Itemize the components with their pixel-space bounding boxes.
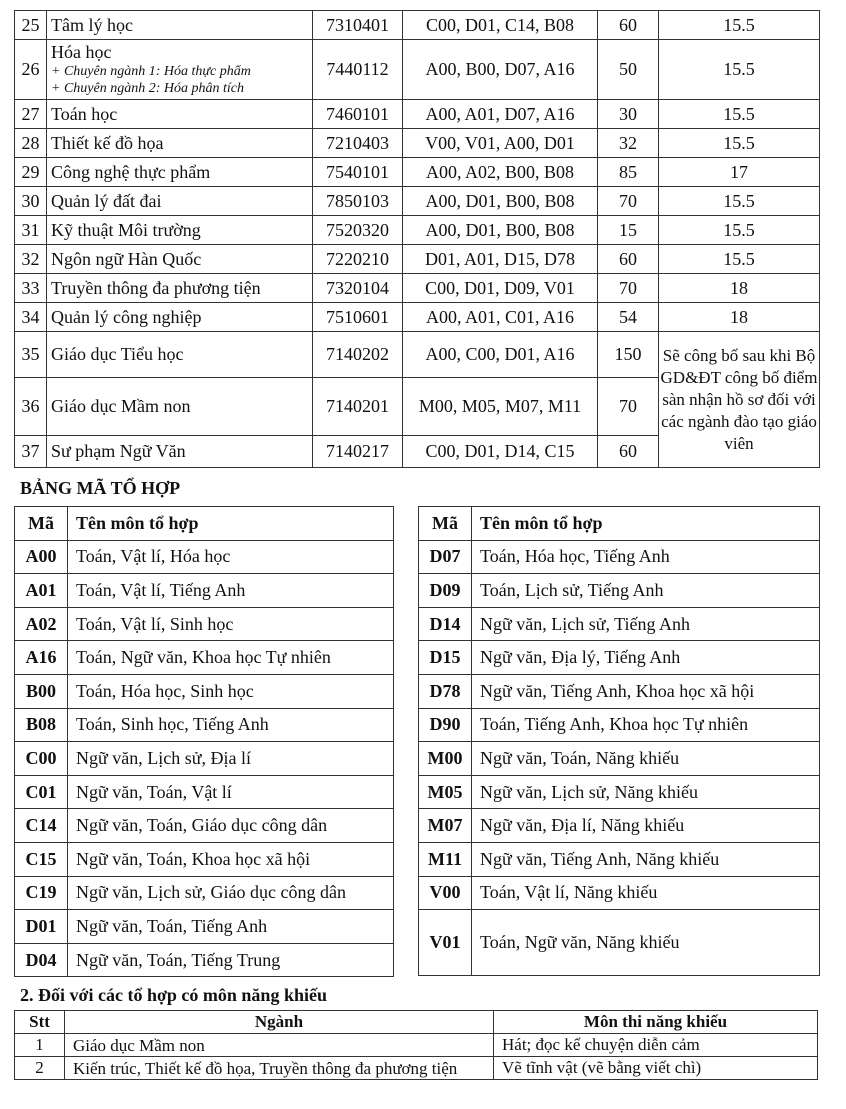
major-score: 18 bbox=[659, 274, 820, 303]
combo-code: A16 bbox=[15, 641, 68, 675]
major-stt: 27 bbox=[15, 100, 47, 129]
code-row bbox=[15, 540, 394, 574]
codes-header-row bbox=[419, 507, 820, 541]
major-row bbox=[15, 40, 820, 100]
major-quota: 60 bbox=[598, 11, 659, 40]
major-specialization: + Chuyên ngành 2: Hóa phân tích bbox=[51, 81, 244, 96]
code-row bbox=[419, 674, 820, 708]
talent-subject: Hát; đọc kể chuyện diễn cảm bbox=[494, 1034, 818, 1057]
talent-header-major: Ngành bbox=[65, 1011, 494, 1034]
combo-code: A00 bbox=[15, 540, 68, 574]
code-row bbox=[15, 641, 394, 675]
major-score: 15.5 bbox=[659, 100, 820, 129]
codes-header-code: Mã bbox=[419, 507, 472, 541]
codes-title: BẢNG MÃ TỔ HỢP bbox=[20, 478, 181, 498]
talent-header-row bbox=[15, 1011, 818, 1034]
major-name-text: Kỹ thuật Môi trường bbox=[51, 219, 201, 240]
major-code: 7140217 bbox=[313, 436, 403, 468]
talent-header-subject: Môn thi năng khiếu bbox=[494, 1011, 818, 1034]
major-code: 7140202 bbox=[313, 332, 403, 378]
major-stt: 29 bbox=[15, 158, 47, 187]
major-stt: 30 bbox=[15, 187, 47, 216]
major-name bbox=[47, 158, 313, 187]
major-name-text: Hóa học bbox=[51, 42, 112, 62]
combo-code: M07 bbox=[419, 809, 472, 843]
major-score: 15.5 bbox=[659, 216, 820, 245]
combo-subjects: Toán, Lịch sử, Tiếng Anh bbox=[472, 574, 820, 608]
code-row bbox=[419, 910, 820, 976]
talent-stt: 1 bbox=[15, 1034, 65, 1057]
major-name bbox=[47, 436, 313, 468]
combo-subjects: Toán, Vật lí, Sinh học bbox=[68, 607, 394, 641]
major-score: 15.5 bbox=[659, 40, 820, 100]
combo-code: D15 bbox=[419, 641, 472, 675]
combo-code: D78 bbox=[419, 674, 472, 708]
major-stt: 28 bbox=[15, 129, 47, 158]
combo-subjects: Toán, Vật lí, Năng khiếu bbox=[472, 876, 820, 910]
major-row bbox=[15, 245, 820, 274]
code-row bbox=[419, 540, 820, 574]
major-row bbox=[15, 332, 820, 378]
major-combos: V00, V01, A00, D01 bbox=[403, 129, 598, 158]
major-name bbox=[47, 245, 313, 274]
code-row bbox=[15, 809, 394, 843]
major-combos: C00, D01, D09, V01 bbox=[403, 274, 598, 303]
major-row bbox=[15, 11, 820, 40]
major-row bbox=[15, 100, 820, 129]
code-row bbox=[15, 674, 394, 708]
major-combos: A00, A01, D07, A16 bbox=[403, 100, 598, 129]
combo-code: C01 bbox=[15, 775, 68, 809]
major-name-text: Giáo dục Mầm non bbox=[51, 396, 191, 416]
major-score: 17 bbox=[659, 158, 820, 187]
combo-code: B00 bbox=[15, 674, 68, 708]
major-name bbox=[47, 303, 313, 332]
talent-table bbox=[14, 1010, 818, 1080]
major-name bbox=[47, 129, 313, 158]
code-row bbox=[15, 742, 394, 776]
combo-code: D07 bbox=[419, 540, 472, 574]
major-name bbox=[47, 187, 313, 216]
major-name-text: Quản lý đất đai bbox=[51, 190, 162, 211]
combo-subjects: Toán, Ngữ văn, Khoa học Tự nhiên bbox=[68, 641, 394, 675]
major-specialization: + Chuyên ngành 1: Hóa thực phẩm bbox=[51, 64, 251, 79]
combo-subjects: Ngữ văn, Toán, Vật lí bbox=[68, 775, 394, 809]
major-stt: 36 bbox=[15, 378, 47, 436]
combo-code: C00 bbox=[15, 742, 68, 776]
talent-major: Giáo dục Mầm non bbox=[65, 1034, 494, 1057]
combo-subjects: Ngữ văn, Địa lí, Năng khiếu bbox=[472, 809, 820, 843]
major-quota: 15 bbox=[598, 216, 659, 245]
major-combos: A00, A01, C01, A16 bbox=[403, 303, 598, 332]
code-row bbox=[419, 775, 820, 809]
code-row bbox=[419, 842, 820, 876]
major-code: 7310401 bbox=[313, 11, 403, 40]
major-combos: A00, B00, D07, A16 bbox=[403, 40, 598, 100]
code-row bbox=[15, 607, 394, 641]
major-combos: C00, D01, D14, C15 bbox=[403, 436, 598, 468]
code-row bbox=[419, 641, 820, 675]
major-quota: 30 bbox=[598, 100, 659, 129]
major-combos: M00, M05, M07, M11 bbox=[403, 378, 598, 436]
major-stt: 37 bbox=[15, 436, 47, 468]
major-quota: 70 bbox=[598, 274, 659, 303]
major-combos: A00, D01, B00, B08 bbox=[403, 216, 598, 245]
combo-code: C15 bbox=[15, 842, 68, 876]
major-quota: 70 bbox=[598, 187, 659, 216]
major-code: 7210403 bbox=[313, 129, 403, 158]
major-name-text: Toán học bbox=[51, 103, 118, 124]
major-stt: 35 bbox=[15, 332, 47, 378]
code-row bbox=[15, 842, 394, 876]
codes-table-right bbox=[418, 506, 820, 976]
codes-table-left bbox=[14, 506, 394, 977]
combo-code: D01 bbox=[15, 910, 68, 944]
major-combos: A00, D01, B00, B08 bbox=[403, 187, 598, 216]
major-row bbox=[15, 274, 820, 303]
major-score: 15.5 bbox=[659, 129, 820, 158]
major-name-text: Ngôn ngữ Hàn Quốc bbox=[51, 248, 202, 269]
codes-header-name: Tên môn tổ hợp bbox=[68, 507, 394, 541]
major-row bbox=[15, 216, 820, 245]
code-row bbox=[419, 742, 820, 776]
major-stt: 34 bbox=[15, 303, 47, 332]
major-score: 18 bbox=[659, 303, 820, 332]
combo-subjects: Toán, Sinh học, Tiếng Anh bbox=[68, 708, 394, 742]
major-name-text: Sư phạm Ngữ Văn bbox=[51, 441, 186, 461]
major-quota: 70 bbox=[598, 378, 659, 436]
major-name bbox=[47, 332, 313, 378]
combo-subjects: Toán, Vật lí, Hóa học bbox=[68, 540, 394, 574]
talent-title: 2. Đối với các tổ hợp có môn năng khiếu bbox=[20, 985, 327, 1005]
combo-code: D09 bbox=[419, 574, 472, 608]
major-code: 7140201 bbox=[313, 378, 403, 436]
talent-header-stt: Stt bbox=[15, 1011, 65, 1034]
major-name bbox=[47, 40, 313, 100]
major-stt: 31 bbox=[15, 216, 47, 245]
code-row bbox=[419, 607, 820, 641]
major-name bbox=[47, 216, 313, 245]
combo-code: M00 bbox=[419, 742, 472, 776]
major-stt: 32 bbox=[15, 245, 47, 274]
combo-subjects: Ngữ văn, Lịch sử, Tiếng Anh bbox=[472, 607, 820, 641]
major-combos: C00, D01, C14, B08 bbox=[403, 11, 598, 40]
major-stt: 33 bbox=[15, 274, 47, 303]
code-row bbox=[15, 574, 394, 608]
combo-subjects: Ngữ văn, Lịch sử, Địa lí bbox=[68, 742, 394, 776]
combo-subjects: Ngữ văn, Lịch sử, Năng khiếu bbox=[472, 775, 820, 809]
major-combos: A00, C00, D01, A16 bbox=[403, 332, 598, 378]
combo-subjects: Ngữ văn, Địa lý, Tiếng Anh bbox=[472, 641, 820, 675]
combo-code: A02 bbox=[15, 607, 68, 641]
combo-subjects: Ngữ văn, Toán, Khoa học xã hội bbox=[68, 842, 394, 876]
major-code: 7440112 bbox=[313, 40, 403, 100]
combo-code: V00 bbox=[419, 876, 472, 910]
combo-subjects: Ngữ văn, Tiếng Anh, Năng khiếu bbox=[472, 842, 820, 876]
major-code: 7320104 bbox=[313, 274, 403, 303]
major-name bbox=[47, 100, 313, 129]
combo-subjects: Toán, Hóa học, Sinh học bbox=[68, 674, 394, 708]
combo-subjects: Toán, Tiếng Anh, Khoa học Tự nhiên bbox=[472, 708, 820, 742]
combo-subjects: Ngữ văn, Toán, Giáo dục công dân bbox=[68, 809, 394, 843]
combo-subjects: Ngữ văn, Tiếng Anh, Khoa học xã hội bbox=[472, 674, 820, 708]
combo-code: B08 bbox=[15, 708, 68, 742]
combo-subjects: Toán, Ngữ văn, Năng khiếu bbox=[472, 910, 820, 976]
talent-row bbox=[15, 1057, 818, 1080]
major-quota: 60 bbox=[598, 245, 659, 274]
major-name bbox=[47, 378, 313, 436]
major-name bbox=[47, 274, 313, 303]
combo-subjects: Ngữ văn, Lịch sử, Giáo dục công dân bbox=[68, 876, 394, 910]
major-score: 15.5 bbox=[659, 245, 820, 274]
major-quota: 32 bbox=[598, 129, 659, 158]
code-row bbox=[419, 876, 820, 910]
combo-subjects: Ngữ văn, Toán, Tiếng Anh bbox=[68, 910, 394, 944]
combo-code: V01 bbox=[419, 910, 472, 976]
major-quota: 150 bbox=[598, 332, 659, 378]
combo-code: M11 bbox=[419, 842, 472, 876]
major-row bbox=[15, 303, 820, 332]
codes-header-name: Tên môn tổ hợp bbox=[472, 507, 820, 541]
major-score: 15.5 bbox=[659, 11, 820, 40]
code-row bbox=[15, 910, 394, 944]
major-code: 7510601 bbox=[313, 303, 403, 332]
combo-code: C14 bbox=[15, 809, 68, 843]
major-stt: 26 bbox=[15, 40, 47, 100]
combo-subjects: Ngữ văn, Toán, Tiếng Trung bbox=[68, 943, 394, 977]
talent-subject: Vẽ tĩnh vật (vẽ bằng viết chì) bbox=[494, 1057, 818, 1080]
major-row bbox=[15, 158, 820, 187]
major-code: 7460101 bbox=[313, 100, 403, 129]
teacher-note-cell: Sẽ công bố sau khi Bộ GD&ĐT công bố điểm sàn nhận hồ sơ đối với các ngành đào tạo giáo viên bbox=[659, 332, 820, 468]
major-name-text: Truyền thông đa phương tiện bbox=[51, 277, 261, 298]
talent-row bbox=[15, 1034, 818, 1057]
major-combos: A00, A02, B00, B08 bbox=[403, 158, 598, 187]
combo-code: D04 bbox=[15, 943, 68, 977]
major-code: 7540101 bbox=[313, 158, 403, 187]
combo-subjects: Toán, Vật lí, Tiếng Anh bbox=[68, 574, 394, 608]
major-name bbox=[47, 11, 313, 40]
major-name-text: Tâm lý học bbox=[51, 14, 133, 35]
major-stt: 25 bbox=[15, 11, 47, 40]
combo-code: A01 bbox=[15, 574, 68, 608]
code-row bbox=[419, 708, 820, 742]
code-row bbox=[15, 876, 394, 910]
code-row bbox=[15, 708, 394, 742]
major-code: 7220210 bbox=[313, 245, 403, 274]
major-row bbox=[15, 129, 820, 158]
major-code: 7850103 bbox=[313, 187, 403, 216]
major-quota: 50 bbox=[598, 40, 659, 100]
codes-header-code: Mã bbox=[15, 507, 68, 541]
talent-major: Kiến trúc, Thiết kế đồ họa, Truyền thông đa phương tiện bbox=[65, 1057, 494, 1080]
major-quota: 60 bbox=[598, 436, 659, 468]
majors-table bbox=[14, 10, 820, 468]
combo-code: C19 bbox=[15, 876, 68, 910]
codes-header-row bbox=[15, 507, 394, 541]
major-name-text: Thiết kế đồ họa bbox=[51, 132, 164, 153]
combo-subjects: Toán, Hóa học, Tiếng Anh bbox=[472, 540, 820, 574]
major-name-text: Giáo dục Tiểu học bbox=[51, 344, 184, 364]
talent-stt: 2 bbox=[15, 1057, 65, 1080]
major-code: 7520320 bbox=[313, 216, 403, 245]
major-combos: D01, A01, D15, D78 bbox=[403, 245, 598, 274]
code-row bbox=[419, 574, 820, 608]
code-row bbox=[15, 775, 394, 809]
combo-code: D90 bbox=[419, 708, 472, 742]
major-name-text: Công nghệ thực phẩm bbox=[51, 161, 211, 182]
major-quota: 85 bbox=[598, 158, 659, 187]
major-score: 15.5 bbox=[659, 187, 820, 216]
combo-code: M05 bbox=[419, 775, 472, 809]
combo-code: D14 bbox=[419, 607, 472, 641]
major-quota: 54 bbox=[598, 303, 659, 332]
code-row bbox=[419, 809, 820, 843]
combo-subjects: Ngữ văn, Toán, Năng khiếu bbox=[472, 742, 820, 776]
major-row bbox=[15, 187, 820, 216]
code-row bbox=[15, 943, 394, 977]
major-name-text: Quản lý công nghiệp bbox=[51, 306, 202, 327]
